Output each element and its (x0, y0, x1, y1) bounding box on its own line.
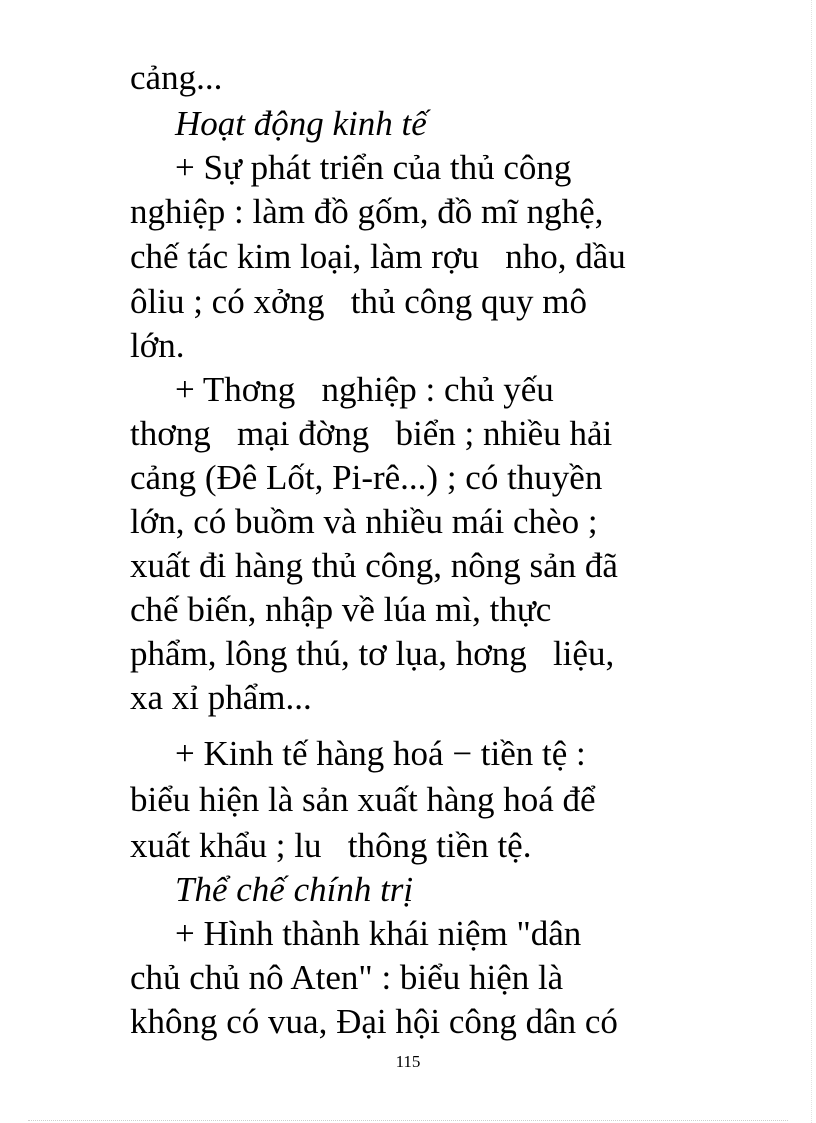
text-line: lớn. (130, 326, 185, 365)
subheading-political-system: Thể chế chính trị (175, 870, 414, 909)
text-line: lớn, có buồm và nhiều mái chèo ; (130, 502, 598, 541)
text-line: xuất đi hàng thủ công, nông sản đã (130, 546, 618, 585)
page-bottom-border (28, 1120, 788, 1121)
text-line: chế tác kim loại, làm rợu nho, dầu (130, 237, 626, 276)
page-right-border (811, 0, 812, 1123)
text-line: nghiệp : làm đồ gốm, đồ mĩ nghệ, (130, 192, 604, 231)
text-line: + Sự phát triển của thủ công (175, 148, 572, 187)
text-line: + Hình thành khái niệm "dân (175, 914, 582, 953)
text-line: phẩm, lông thú, tơ lụa, hơng liệu, (130, 634, 615, 673)
text-line: ôliu ; có xởng thủ công quy mô (130, 282, 587, 321)
text-line: chủ chủ nô Aten" : biểu hiện là (130, 958, 564, 997)
page-number: 115 (395, 1052, 421, 1071)
text-line: + Thơng nghiệp : chủ yếu (175, 370, 554, 409)
text-line: xuất khẩu ; lu thông tiền tệ. (130, 826, 532, 865)
text-line: không có vua, Đại hội công dân có (130, 1002, 618, 1041)
subheading-economic-activity: Hoạt động kinh tế (175, 104, 427, 143)
text-line: thơng mại đờng biển ; nhiều hải (130, 414, 613, 453)
text-line-continuation: cảng... (130, 58, 223, 97)
text-line: + Kinh tế hàng hoá − tiền tệ : (175, 734, 586, 773)
text-line: chế biến, nhập về lúa mì, thực (130, 590, 552, 629)
text-line: biểu hiện là sản xuất hàng hoá để (130, 780, 596, 819)
text-line: xa xỉ phẩm... (130, 678, 312, 717)
text-line: cảng (Đê Lốt, Pi-rê...) ; có thuyền (130, 458, 603, 497)
